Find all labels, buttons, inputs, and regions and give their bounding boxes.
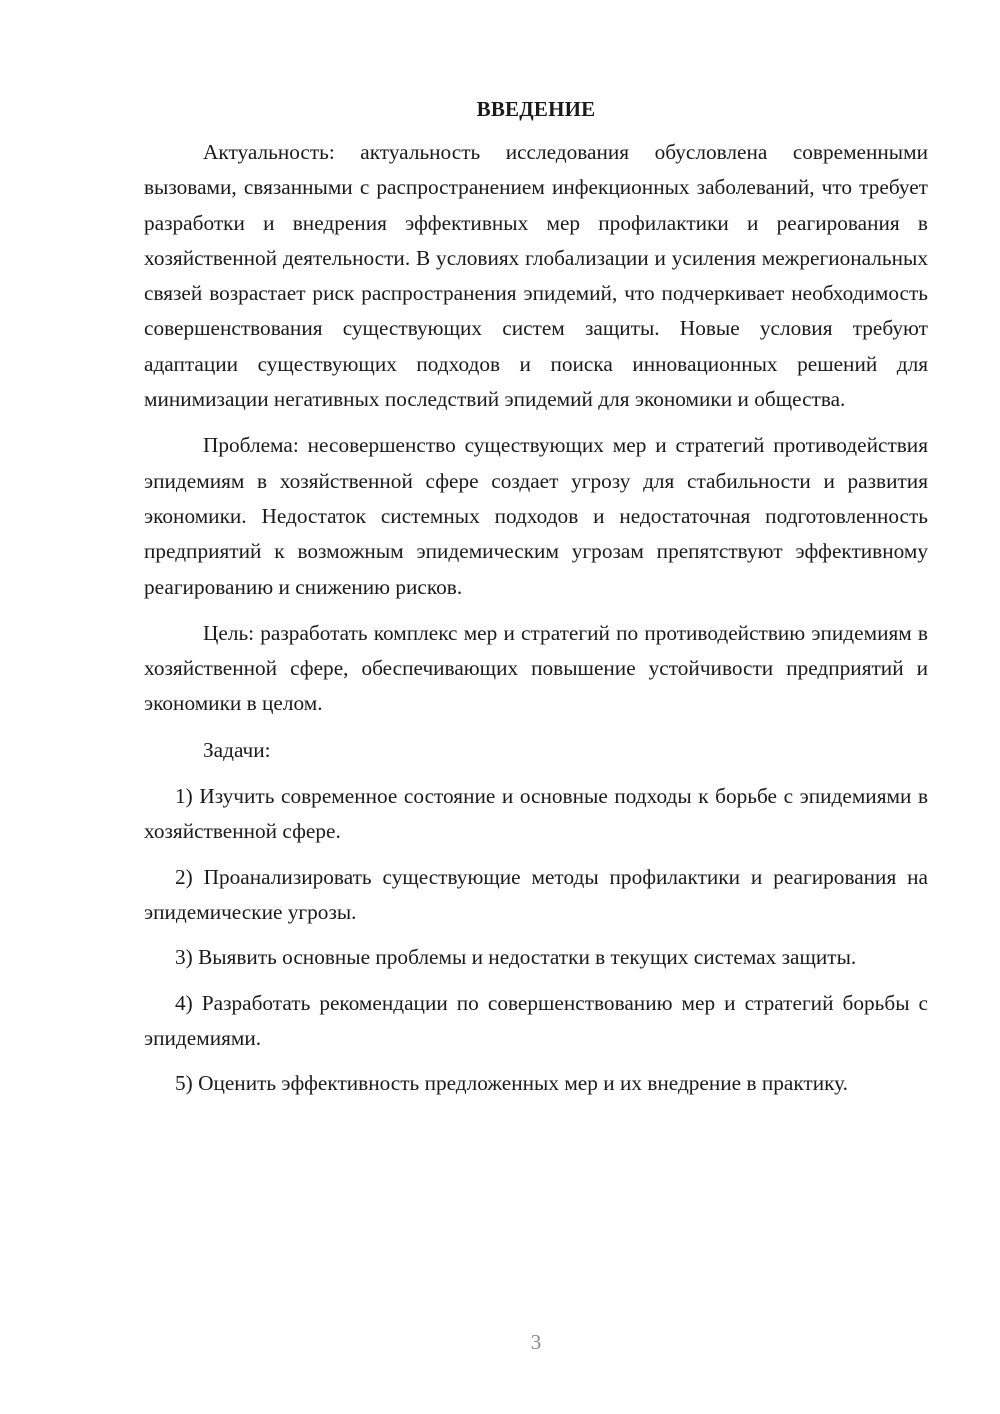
task-item-1: 1) Изучить современное состояние и основные подходы к борьбе с эпидемиями в хозяйственной сфере.	[144, 784, 928, 844]
task-item-2: 2) Проанализировать существующие методы профилактики и реагирования на эпидемические угрозы.	[144, 864, 928, 924]
paragraph-problem: Проблема: несовершенство существующих мер и стратегий противодействия эпидемиям в хозяйственной сфере создает угрозу для стабильности и развития экономики. Недостаток системных подходов и недостаточная подготовленность предприятий к возможным эпидемическим угрозам препятствуют эффективному реагированию и снижению рисков.	[144, 433, 928, 599]
tasks-heading: Задачи:	[203, 737, 271, 762]
page-title: ВВЕДЕНИЕ	[476, 97, 596, 121]
task-item-3: 3) Выявить основные проблемы и недостатки в текущих системах защиты.	[175, 945, 857, 970]
task-item-4: 4) Разработать рекомендации по совершенствованию мер и стратегий борьбы с эпидемиями.	[144, 990, 928, 1050]
paragraph-relevance: Актуальность: актуальность исследования обусловлена современными вызовами, связанными с распространением инфекционных заболеваний, что требует разработки и внедрения эффективных мер профилактики и реагирования в хозяйственной деятельности. В условиях глобализации и усиления межрегиональных связей возрастает риск распространения эпидемий, что подчеркивает необходимость совершенствования существующих систем защиты. Новые условия требуют адаптации существующих подходов и поиска инновационных решений для минимизации негативных последствий эпидемий для экономики и общества.	[144, 140, 928, 412]
paragraph-goal: Цель: разработать комплекс мер и стратегий по противодействию эпидемиям в хозяйственной сфере, обеспечивающих повышение устойчивости предприятий и экономики в целом.	[144, 620, 928, 716]
page-number: 3	[530, 1330, 542, 1354]
document-page	[144, 92, 928, 1111]
task-item-5: 5) Оценить эффективность предложенных мер и их внедрение в практику.	[175, 1071, 848, 1096]
